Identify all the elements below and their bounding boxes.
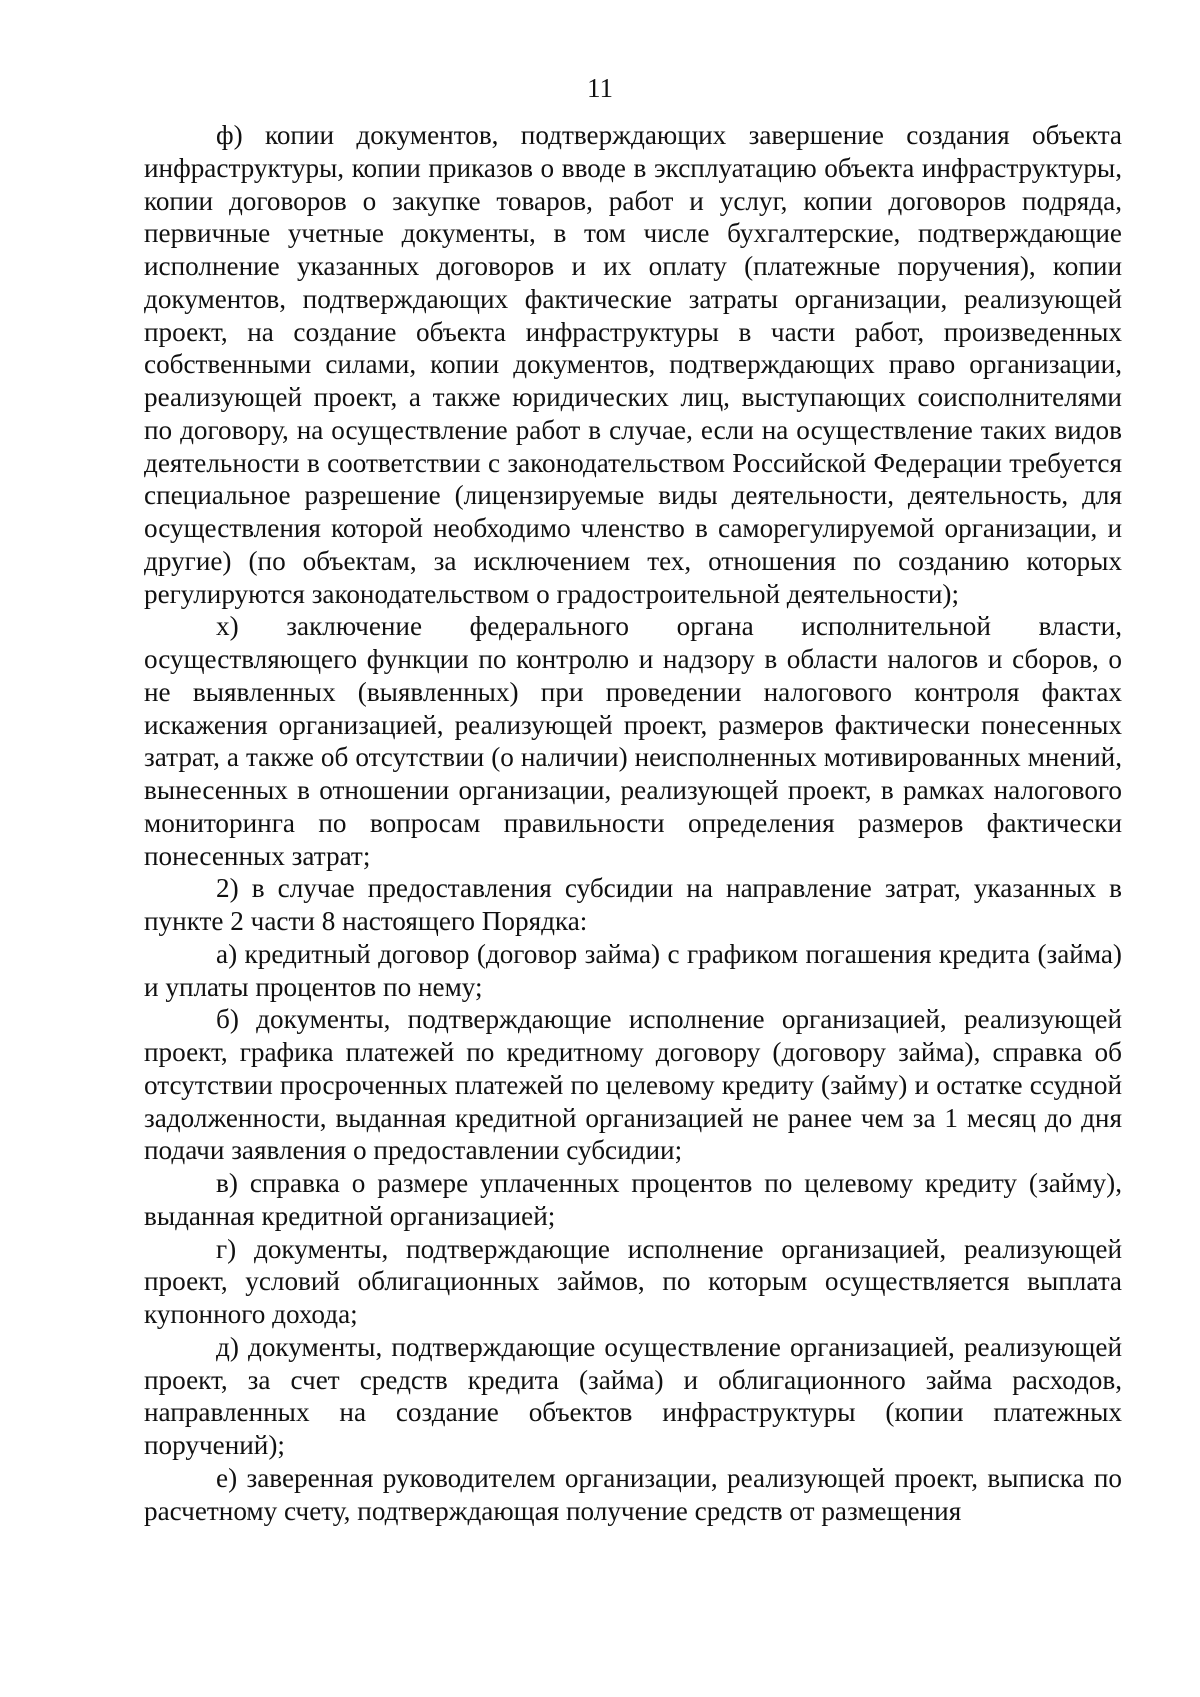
paragraph-g: г) документы, подтверждающие исполнение организацией, реализующей проект, условий облигационных займов, по которым осуществляется выплата купонного дохода; [144, 1233, 1122, 1329]
paragraph-b: б) документы, подтверждающие исполнение организацией, реализующей проект, графика платежей по кредитному договору (договору займа), справка об отсутствии просроченных платежей по целевому кредиту (займу) и остатке ссудной задолженности, выданная кредитной организацией не ранее чем за 1 месяц до дня подачи заявления о предоставлении субсидии; [144, 1004, 1122, 1166]
page-number: 11 [587, 73, 613, 103]
paragraph-kh: х) заключение федерального органа исполнительной власти, осуществляющего функции по контролю и надзору в области налогов и сборов, о не выявленных (выявленных) при проведении налогового контроля фактах искажения организацией, реализующей проект, размеров фактически понесенных затрат, а также об отсутствии (о наличии) неисполненных мотивированных мнений, вынесенных в отношении организации, реализующей проект, в рамках налогового мониторинга по вопросам правильности определения размеров фактически понесенных затрат; [144, 611, 1122, 871]
document-body [144, 119, 1122, 1527]
paragraph-item-2: 2) в случае предоставления субсидии на направление затрат, указанных в пункте 2 части 8 настоящего Порядка: [144, 873, 1122, 936]
paragraph-f: ф) копии документов, подтверждающих завершение создания объекта инфраструктуры, копии приказов о вводе в эксплуатацию объекта инфраструктуры, копии договоров о закупке товаров, работ и услуг, копии договоров подряда, первичные учетные документы, в том числе бухгалтерские, подтверждающие исполнение указанных договоров и их оплату (платежные поручения), копии документов, подтверждающих фактические затраты организации, реализующей проект, на создание объекта инфраструктуры в части работ, произведенных собственными силами, копии документов, подтверждающих право организации, реализующей проект, а также юридических лиц, выступающих соисполнителями по договору, на осуществление работ в случае, если на осуществление таких видов деятельности в соответствии с законодательством Российской Федерации требуется специальное разрешение (лицензируемые виды деятельности, деятельность, для осуществления которой необходимо членство в саморегулируемой организации, и другие) (по объектам, за исключением тех, отношения по созданию которых регулируются законодательством о градостроительной деятельности); [144, 120, 1122, 609]
paragraph-v: в) справка о размере уплаченных процентов по целевому кредиту (займу), выданная кредитной организацией; [144, 1168, 1122, 1231]
paragraph-a: а) кредитный договор (договор займа) с графиком погашения кредита (займа) и уплаты процентов по нему; [144, 938, 1122, 1002]
paragraph-d: д) документы, подтверждающие осуществление организацией, реализующей проект, за счет средств кредита (займа) и облигационного займа расходов, направленных на создание объектов инфраструктуры (копии платежных поручений); [144, 1331, 1122, 1460]
paragraph-e: е) заверенная руководителем организации, реализующей проект, выписка по расчетному счету, подтверждающая получение средств от размещения [144, 1462, 1122, 1526]
